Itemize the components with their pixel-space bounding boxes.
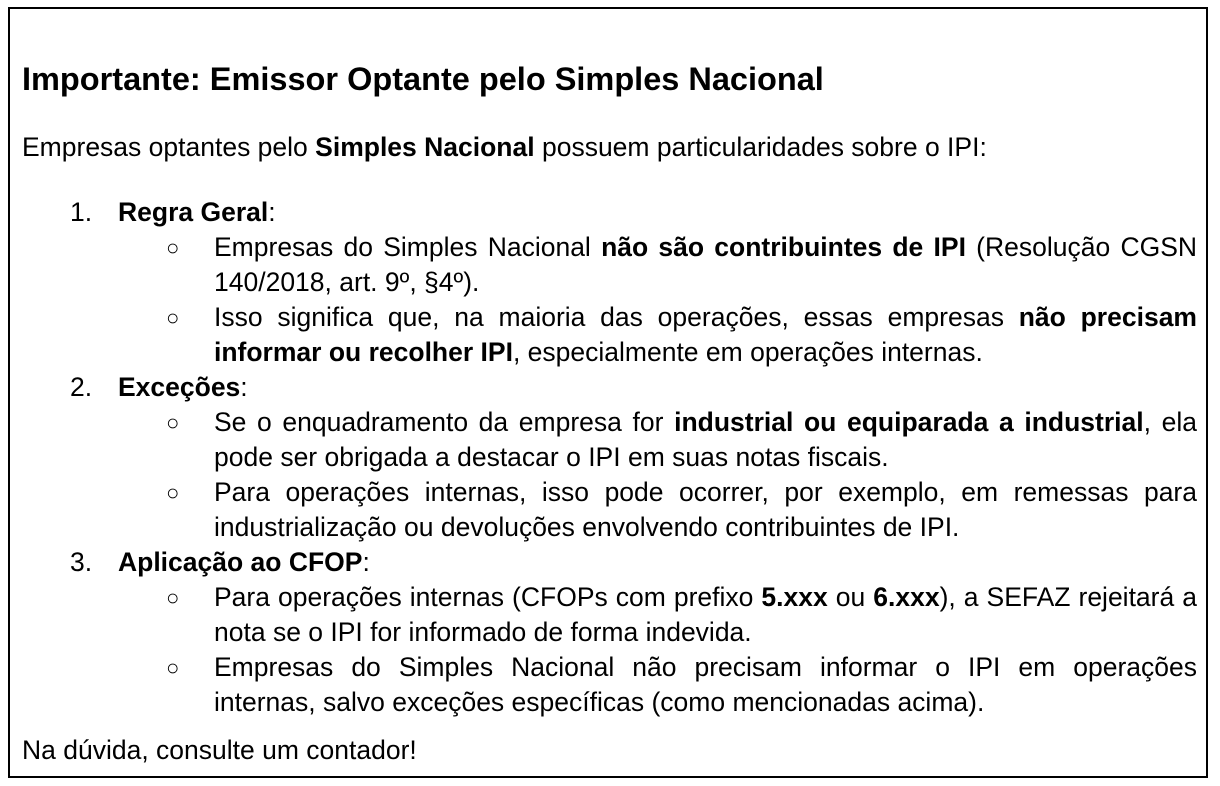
section-bullets [118, 230, 1200, 370]
list-item [118, 580, 1197, 650]
section-colon: : [268, 197, 276, 227]
section-heading: Aplicação ao CFOP [118, 547, 363, 577]
circle-bullet-icon: ○ [166, 410, 180, 435]
item-text: Isso significa que, na maioria das operações, essas empresas [214, 302, 1019, 332]
item-bold-text: não são contribuintes de IPI [601, 232, 966, 262]
item-text: (Resolução CGSN 140/2018, art. 9º, §4º). [214, 232, 1198, 297]
list-item [118, 405, 1197, 475]
intro-bold: Simples Nacional [315, 132, 535, 162]
item-text: Empresas do Simples Nacional não precisam informar o IPI em operações internas, salvo exceções específicas (como mencionadas acima). [214, 652, 1197, 717]
item-bold-text: não precisam informar ou recolher IPI [214, 302, 1197, 367]
item-text: ), a SEFAZ rejeitará a nota se o IPI for informado de forma indevida. [214, 582, 1197, 647]
circle-bullet-icon: ○ [166, 480, 180, 505]
item-text: , ela pode ser obrigada a destacar o IPI em suas notas fiscais. [214, 407, 1197, 472]
section-number: 2. [70, 372, 93, 402]
section-colon: : [240, 372, 248, 402]
circle-bullet-icon: ○ [166, 305, 180, 330]
item-bold-text: industrial ou equiparada a industrial [674, 407, 1144, 437]
intro-paragraph [22, 127, 987, 167]
circle-bullet-icon: ○ [166, 585, 180, 610]
section-regra-geral [0, 195, 1200, 370]
section-bullets [118, 405, 1200, 545]
item-text: Para operações internas, isso pode ocorrer, por exemplo, em remessas para industrialização ou devoluções envolvendo contribuintes de IPI. [214, 477, 1197, 542]
intro-suffix: possuem particularidades sobre o IPI: [534, 132, 987, 162]
list-item [118, 300, 1197, 370]
section-aplicacao-cfop [0, 545, 1200, 720]
item-text: , especialmente em operações internas. [512, 337, 983, 367]
section-bullets [118, 580, 1200, 720]
item-text: Para operações internas (CFOPs com prefixo [214, 582, 762, 612]
list-item [118, 650, 1197, 720]
list-item [118, 475, 1197, 545]
section-colon: : [362, 547, 370, 577]
section-number: 1. [70, 197, 93, 227]
item-bold-text: 6.xxx [873, 582, 940, 612]
circle-bullet-icon: ○ [166, 655, 180, 680]
intro-prefix: Empresas optantes pelo [22, 132, 316, 162]
section-heading: Exceções [118, 372, 241, 402]
circle-bullet-icon: ○ [166, 235, 180, 260]
notice-title: Importante: Emissor Optante pelo Simples Nacional [22, 61, 824, 97]
item-bold-text: 5.xxx [761, 582, 828, 612]
item-text: Empresas do Simples Nacional [214, 232, 602, 262]
item-text: ou [827, 582, 874, 612]
closing-note: Na dúvida, consulte um contador! [22, 735, 417, 765]
section-heading: Regra Geral [118, 197, 269, 227]
rules-list [0, 195, 1200, 720]
section-excecoes [0, 370, 1200, 545]
section-number: 3. [70, 547, 93, 577]
list-item [118, 230, 1197, 300]
item-text: Se o enquadramento da empresa for [214, 407, 675, 437]
